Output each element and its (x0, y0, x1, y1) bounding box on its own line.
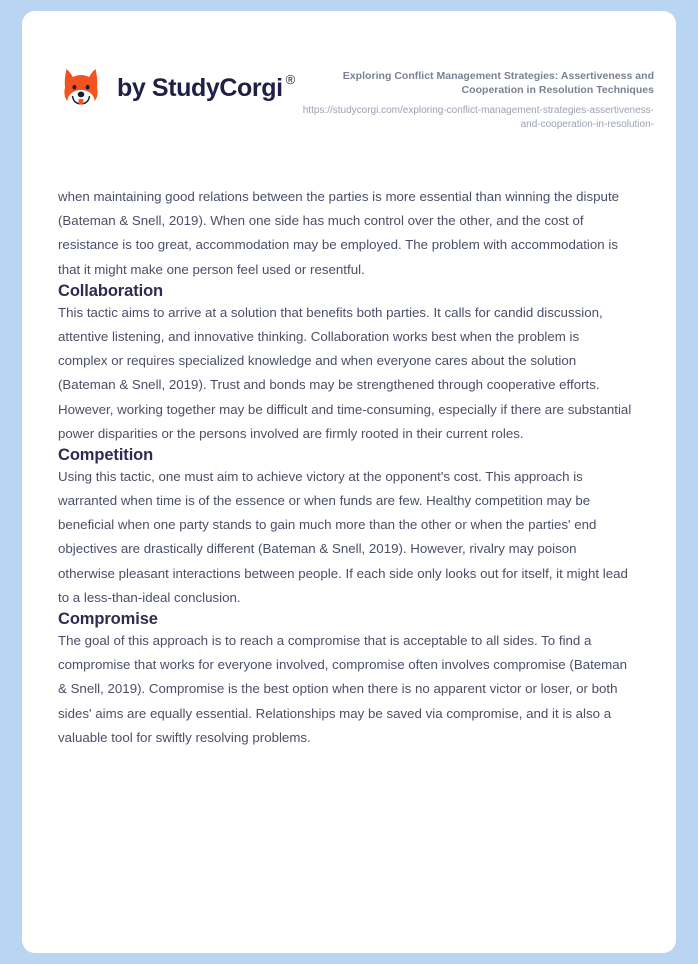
document-title: Exploring Conflict Management Strategies: Assertiveness and Cooperation in Resolution Techniques (342, 70, 654, 97)
brand-logo-group (58, 59, 295, 111)
registered-trademark-icon: ® (285, 71, 295, 87)
section-heading-competition: Competition (58, 445, 154, 464)
header-meta (302, 59, 654, 132)
brand-wordmark (117, 71, 295, 103)
document-source-url: https://studycorgi.com/exploring-conflict-management-strategies-assertiveness-and-cooperation-in-resolution- (302, 104, 654, 131)
brand-wordmark-label: by StudyCorgi (117, 73, 283, 102)
corgi-face-icon (58, 65, 104, 111)
lead-paragraph: when maintaining good relations between the parties is more essential than winning the dispute (Bateman & Snell, 2019). When one side has much control over the other, and the cost of resistance is too great, accommodation may be employed. The problem with accommodation is that it might make one person feel used or resentful. (58, 189, 620, 277)
document-body (22, 129, 676, 750)
section-heading-compromise: Compromise (58, 610, 158, 628)
section-paragraph-competition: Using this tactic, one must aim to achieve victory at the opponent's cost. This approach is warranted when time is of the essence or when funds are few. Healthy competition may be beneficial when one party stands to gain much more than the other or when the parties' end objectives are drastically different (Bateman & Snell, 2019). However, rivalry may poison otherwise pleasant interactions between people. If each side only looks out for itself, it might lead to a less-than-ideal conclusion. (58, 468, 628, 605)
document-header (22, 11, 676, 129)
section-heading-collaboration: Collaboration (58, 281, 164, 300)
document-page (22, 11, 676, 953)
section-paragraph-compromise: The goal of this approach is to reach a compromise that is acceptable to all sides. To find a compromise that works for everyone involved, compromise often involves compromise (Bateman & Snell, 2019). Compromise is the best option when there is no apparent victor or loser, or both sides' aims are equally essential. Relationships may be saved via compromise, and it is also a valuable tool for swiftly resolving problems. (58, 633, 628, 745)
section-paragraph-collaboration: This tactic aims to arrive at a solution that benefits both parties. It calls for candid discussion, attentive listening, and innovative thinking. Collaboration works best when the problem is complex or requires specialized knowledge and when everyone cares about the solution (Bateman & Snell, 2019). Trust and bonds may be strengthened through cooperative efforts. However, working together may be difficult and time-consuming, especially if there are substantial power disparities or the persons involved are firmly rooted in their current roles. (58, 304, 632, 441)
